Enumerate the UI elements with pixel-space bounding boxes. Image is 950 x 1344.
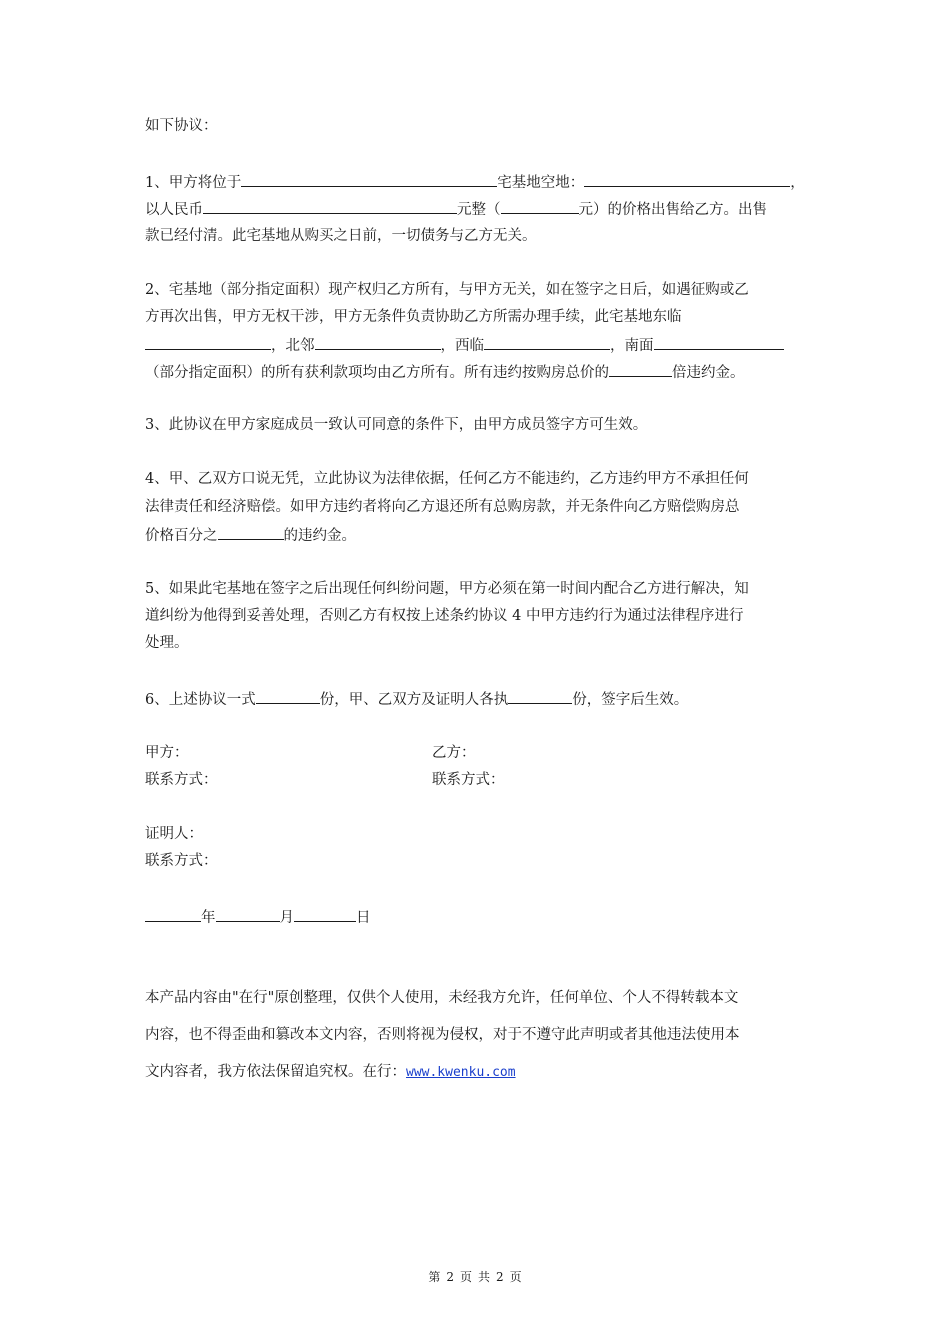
current-page-number: 2 xyxy=(446,1270,454,1284)
clause-5-line-1: 5、如果此宅基地在签字之后出现任何纠纷问题，甲方必须在第一时间内配合乙方进行解决，知 xyxy=(145,581,749,597)
clause-2-line-4: （部分指定面积）的所有获利款项均由乙方所有。所有违约按购房总价的 倍违约金。 xyxy=(145,361,745,383)
clause-4-line-2: 法律责任和经济赔偿。如甲方违约者将向乙方退还所有总购房款，并无条件向乙方赔偿购房总 xyxy=(145,499,740,515)
party-b-label: 乙方： xyxy=(432,745,476,761)
website-link[interactable]: www.kwenku.com xyxy=(406,1065,516,1080)
penalty-multiple-blank[interactable] xyxy=(609,361,672,377)
clause-3-line: 3、此协议在甲方家庭成员一致认可同意的条件下，由甲方成员签字方可生效。 xyxy=(145,417,648,433)
clause-5-line-2: 道纠纷为他得到妥善处理，否则乙方有权按上述条约协议 4 中甲方违约行为通过法律程序进行 xyxy=(145,608,744,624)
clause-1-line-1: 1、甲方将位于 宅基地空地： ， xyxy=(145,171,805,193)
party-a-label: 甲方： xyxy=(145,745,189,761)
year-blank[interactable] xyxy=(145,906,201,922)
penalty-percent-blank[interactable] xyxy=(218,524,284,540)
date-line: 年 月 日 xyxy=(145,906,371,928)
west-boundary-blank[interactable] xyxy=(484,334,610,350)
copies-each-blank[interactable] xyxy=(508,688,572,704)
copies-total-blank[interactable] xyxy=(256,688,320,704)
day-blank[interactable] xyxy=(294,906,356,922)
clause-1-line-3: 款已经付清。此宅基地从购买之日前，一切债务与乙方无关。 xyxy=(145,228,537,244)
witness-contact-label: 联系方式： xyxy=(145,853,218,869)
party-b-contact-label: 联系方式： xyxy=(432,772,505,788)
notice-line-2: 内容，也不得歪曲和篡改本文内容，否则将视为侵权，对于不遵守此声明或者其他违法使用本 xyxy=(145,1027,740,1043)
clause-4-line-3: 价格百分之 的违约金。 xyxy=(145,524,356,546)
clause-4-line-1: 4、甲、乙双方口说无凭，立此协议为法律依据，任何乙方不能违约，乙方违约甲方不承担任何 xyxy=(145,471,749,487)
clause-2-line-1: 2、宅基地（部分指定面积）现产权归乙方所有，与甲方无关，如在签字之日后，如遇征购或乙 xyxy=(145,282,749,298)
notice-line-1: 本产品内容由"在行"原创整理，仅供个人使用，未经我方允许，任何单位、个人不得转载本文 xyxy=(145,990,739,1006)
clause-2-line-3: ，北邻 ，西临 ，南面 xyxy=(145,334,784,356)
month-blank[interactable] xyxy=(216,906,280,922)
east-boundary-blank[interactable] xyxy=(145,334,271,350)
total-page-number: 2 xyxy=(496,1270,504,1284)
price-words-blank[interactable] xyxy=(203,198,457,214)
south-boundary-blank[interactable] xyxy=(654,334,784,350)
page-number-footer: 第 2 页 共 2 页 xyxy=(428,1270,522,1284)
notice-line-3: 文内容者，我方依法保留追究权。在行：www.kwenku.com xyxy=(145,1064,516,1080)
intro-line: 如下协议： xyxy=(145,118,218,134)
price-number-blank[interactable] xyxy=(501,198,579,214)
clause-2-line-2: 方再次出售，甲方无权干涉，甲方无条件负责协助乙方所需办理手续，此宅基地东临 xyxy=(145,309,682,325)
clause-5-line-3: 处理。 xyxy=(145,635,189,651)
clause-1-line-2: 以人民币 元整（ 元）的价格出售给乙方。出售 xyxy=(145,198,767,220)
clause-6-line: 6、上述协议一式 份，甲、乙双方及证明人各执 份，签字后生效。 xyxy=(145,688,688,710)
plot-blank[interactable] xyxy=(584,171,790,187)
party-a-contact-label: 联系方式： xyxy=(145,772,218,788)
location-blank[interactable] xyxy=(241,171,497,187)
witness-label: 证明人： xyxy=(145,826,203,842)
north-boundary-blank[interactable] xyxy=(315,334,441,350)
